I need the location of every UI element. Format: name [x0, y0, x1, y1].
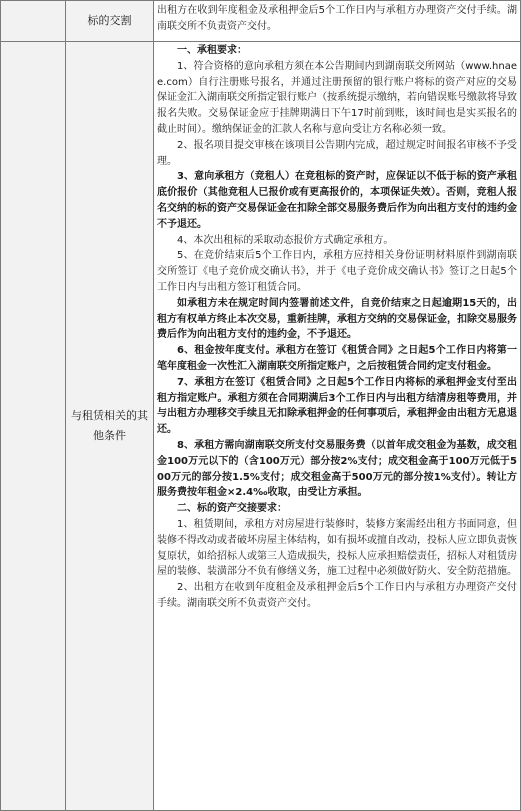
requirement-5-penalty: 如承租方未在规定时间内签署前述文件，自竞价结束之日起逾期15天的，出租方有权单方终止本次交易，重新挂牌，承租方交纳的交易保证金，扣除交易服务费后作为向出租方支付的违约金，不予退还。	[157, 297, 517, 341]
requirement-1: 1、符合资格的意向承租方须在本公告期间内到湖南联交所网站（www.hnaee.com）自行注册账号报名，并通过注册预留的银行账户将标的资产对应的交易保证金汇入湖南联交所指定银行账户（按系统提示缴纳，若向错误账号缴款将导致报名失败。交易保证金应于挂牌期满日下午17时前到账，该时间也是实买报名的截止时间）。缴纳保证金的汇款人名称与意向受让方名称必须一致。	[157, 60, 517, 135]
delivery-label: 标的交割	[87, 14, 132, 27]
other-conditions-label: 与租赁相关的其他条件	[71, 409, 148, 442]
row-label-delivery	[66, 1, 154, 41]
row-stub-cell	[1, 42, 66, 810]
requirement-5: 5、在竞价结束后5个工作日内，承租方应持相关身份证明材料原件到湖南联交所签订《电子竞价成交确认书》，并于《电子竞价成交确认书》签订之日起5个工作日内与出租方签订租赁合同。	[157, 250, 517, 293]
requirement-4: 4、本次出租标的采取动态报价方式确定承租方。	[177, 234, 394, 246]
handover-2: 2、出租方在收到年度租金及承租押金后5个工作日内与承租方办理资产交付手续。湖南联交所不负责资产交付。	[157, 582, 517, 609]
requirement-8: 8、承租方需向湖南联交所支付交易服务费（以首年成交租金为基数，成交租金100万元以下的（含100万元）部分按2%支付；成交租金高于100万元低于500万元的部分按1.5%支付；成交租金高于500万元的部分按1%支付）。转让方服务费按年租金×2.4‰收取，由受让方承担。	[157, 439, 517, 499]
section1-title: 一、承租要求：	[177, 45, 247, 56]
delivery-content	[154, 3, 520, 41]
requirement-3: 3、意向承租方（竞租人）在竞租标的资产时，应保证以不低于标的资产承租底价报价（其他竞租人已报价或有更高报价的，本项保证失效）。否则，竞租人报名交纳的标的资产交易保证金在扣除全部交易服务费后作为向出租方支付的违约金不予退还。	[157, 171, 517, 230]
section2-title: 二、标的资产交接要求：	[177, 503, 287, 515]
row-stub-cell	[1, 1, 66, 41]
requirement-6: 6、租金按年度支付。承租方在签订《租赁合同》之日起5个工作日内将第一笔年度租金一次性汇入湖南联交所指定账户，之后按租赁合同约定支付租金。	[157, 345, 517, 372]
delivery-text: 出租方在收到年度租金及承租押金后5个工作日内与承租方办理资产交付手续。湖南联交所不负责资产交付。	[157, 5, 517, 32]
other-conditions-content	[154, 43, 520, 809]
requirement-2: 2、报名项目提交审核在该项目公告期内完成，超过规定时间报名审核不予受理。	[157, 139, 517, 167]
row-label-other-conditions	[66, 42, 154, 810]
handover-1: 1、租赁期间，承租方对房屋进行装修时，装修方案需经出租方书面同意，但装修不得改动或者破坏房屋主体结构，如有损坏或擅自改动，投标人应立即负责恢复原状，如给招标人或第三人造成损失，投标人应承担赔偿责任，招标人对租赁房屋的装修、装潢部分不负有修缮义务，施工过程中必须做好防火、安全防范措施。	[157, 518, 517, 578]
requirement-7: 7、承租方在签订《租赁合同》之日起5个工作日内将标的承租押金支付至出租方指定账户。承租方须在合同期满后3个工作日内与出租方结清房租等费用，并与出租方办理移交手续且无扣除承租押金的任何事项后，承租押金由出租方无息退还。	[157, 376, 517, 436]
